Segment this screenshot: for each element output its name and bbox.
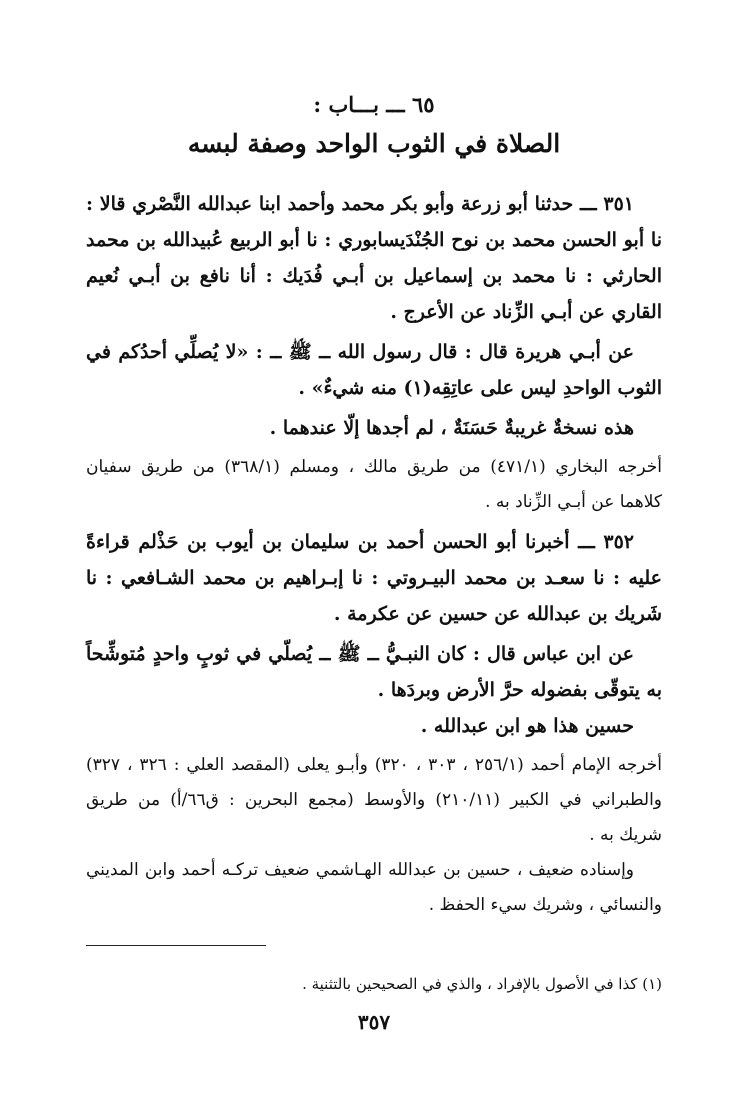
hadith-352-matn: عن ابن عباس قال : كان النبـيُّ ــ ﷺ ــ يُصلّي في ثوبٍ واحدٍ مُتوشِّحاً به يتوقّى بفضوله حرَّ الأرض وبردَها .: [86, 643, 662, 701]
page-body: [86, 90, 662, 923]
hadith-352-grade: حسين هذا هو ابن عبدالله .: [420, 715, 634, 737]
hadith-351-isnad: ٣٥١ ـــ حدثنا أبو زرعة وأبو بكر محمد وأحمد ابنا عبدالله النَّصْري قالا : نا أبو الحسن محمد بن نوح الجُنْدَيسابوري : نا أبو الربيع عُبيدالله بن محمد الحارثي : نا محمد بن إسماعيل بن أبـي فُدَيك : أنا نافع بن أبـي نُعيم القاري عن أبـي الزِّناد عن الأعرج .: [86, 193, 662, 323]
footnote-divider: [86, 945, 266, 946]
hadith-352-isnad-note: وإسناده ضعيف ، حسين بن عبدالله الهـاشمي ضعيف تركـه أحمد وابن المديني والنسائي ، وشريك سيء الحفظ .: [86, 860, 662, 915]
hadith-351-takhrij: أخرجه البخاري (٤٧١/١) من طريق مالك ، ومسلم (٣٦٨/١) من طريق سفيان كلاهما عن أبـي الزِّناد به .: [86, 457, 662, 512]
page-number: ٣٥٧: [357, 1010, 391, 1034]
hadith-352-takhrij: أخرجه الإمام أحمد (٢٥٦/١ ، ٣٠٣ ، ٣٢٠) وأبـو يعلى (المقصد العلي : ٣٢٦ ، ٣٢٧) والطبراني في الكبير (٢١٠/١١) والأوسط (مجمع البحرين : ق٦٦/أ) من طريق شريك به .: [86, 755, 663, 845]
footnote: (١) كذا في الأصول بالإفراد ، والذي في الصحيحين بالتثنية .: [302, 975, 662, 993]
chapter-title: الصلاة في الثوب الواحد وصفة لبسه: [187, 129, 561, 158]
hadith-351-matn: عن أبـي هريرة قال : قال رسول الله ــ ﷺ ــ : «لا يُصلِّي أحدُكم في الثوب الواحدِ ليس على عاتِقِه(١) منه شيءٌ» .: [86, 341, 662, 399]
hadith-352-isnad: ٣٥٢ ـــ أخبرنا أبو الحسن أحمد بن سليمان بن أيوب بن حَذْلم قراءةً عليه : نا سعـد بن محمد البيـروتي : نا إبـراهيم بن محمد الشـافعي : نا شَريك بن عبدالله عن حسين عن عكرمة .: [86, 531, 662, 625]
chapter-number: ٦٥ ـــ بـــاب :: [313, 92, 435, 117]
hadith-351-grade: هذه نسخةٌ غريبةٌ حَسَنَةٌ ، لم أجدها إلّا عندهما .: [269, 417, 634, 439]
